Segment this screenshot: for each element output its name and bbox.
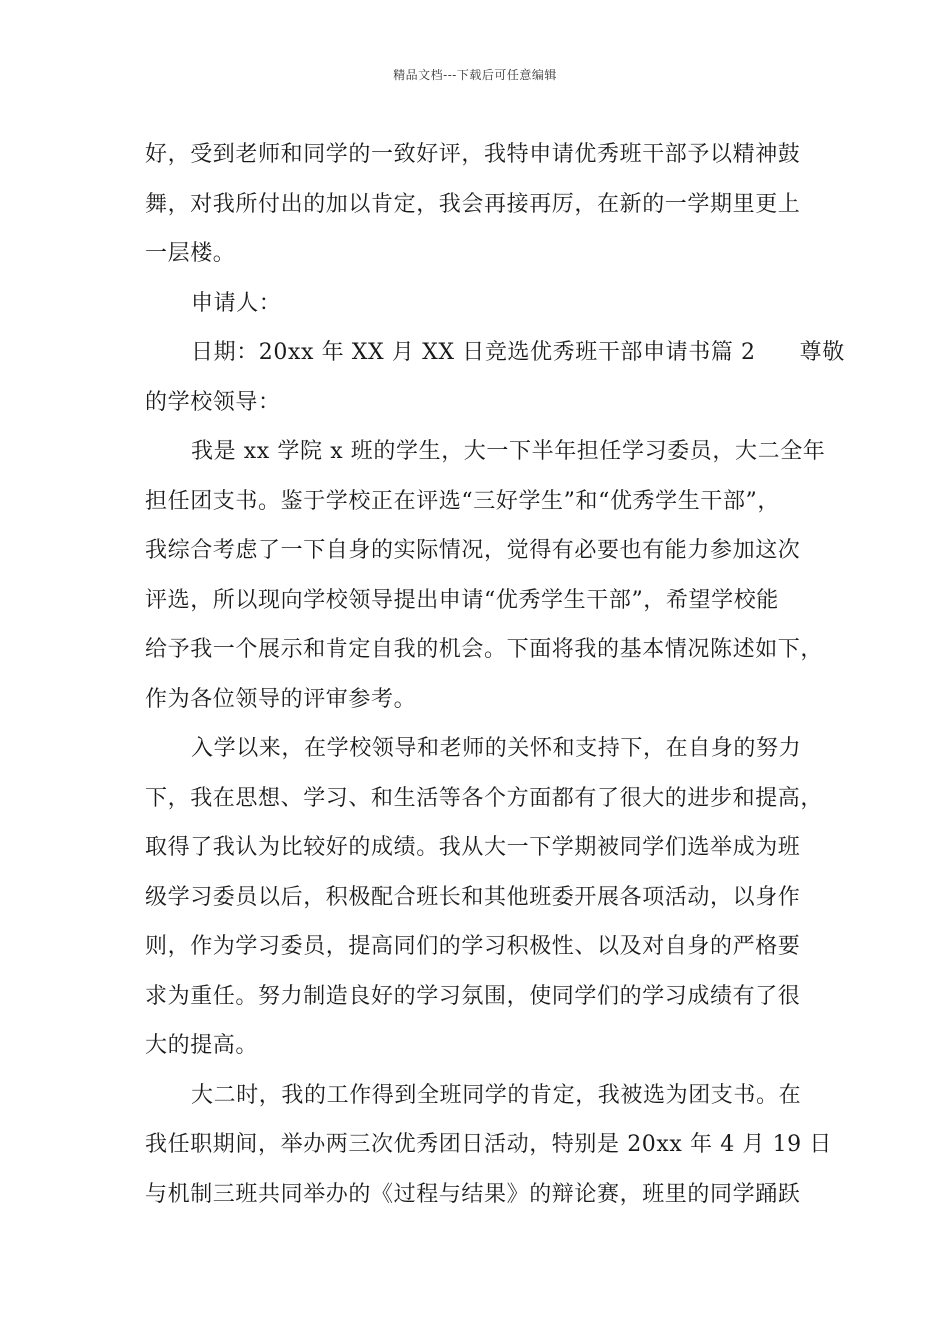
document-body bbox=[145, 130, 845, 1219]
text-line: 与机制三班共同举办的《过程与结果》的辩论赛，班里的同学踊跃 bbox=[145, 1181, 801, 1207]
text-line: 一层楼。 bbox=[145, 241, 236, 266]
text-line: 则，作为学习委员，提高同们的学习积极性、以及对自身的严格要 bbox=[145, 934, 801, 959]
text-line: 入学以来，在学校领导和老师的关怀和支持下，在自身的努力 bbox=[191, 736, 802, 761]
text-line: 下，我在思想、学习、和生活等各个方面都有了很大的进步和提高， bbox=[145, 785, 824, 811]
text-line: 级学习委员以后，积极配合班长和其他班委开展各项活动，以身作 bbox=[145, 884, 801, 910]
salutation-start: 尊敬 bbox=[799, 340, 845, 365]
text-line: 大二时，我的工作得到全班同学的肯定，我被选为团支书。在 bbox=[191, 1082, 802, 1108]
text-line: 我任职期间，举办两三次优秀团日活动，特别是 20xx 年 4 月 19 日 bbox=[145, 1132, 832, 1157]
text-line: 评选，所以现向学校领导提出申请“优秀学生干部”，希望学校能 bbox=[145, 587, 779, 613]
page-header: 精品文档---下载后可任意编辑 bbox=[393, 68, 557, 82]
text-line: 担任团支书。鉴于学校正在评选“三好学生”和“优秀学生干部”， bbox=[145, 488, 780, 514]
date-line bbox=[145, 328, 845, 378]
text-line: 作为各位领导的评审参考。 bbox=[145, 686, 417, 712]
text-line: 大的提高。 bbox=[145, 1033, 259, 1058]
text-line: 好，受到老师和同学的一致好评，我特申请优秀班干部予以精神鼓 bbox=[145, 142, 801, 167]
salutation: 的学校领导： bbox=[145, 389, 281, 415]
text-line: 我是 xx 学院 x 班的学生，大一下半年担任学习委员，大二全年 bbox=[191, 439, 826, 464]
text-line: 取得了我认为比较好的成绩。我从大一下学期被同学们选举成为班 bbox=[145, 835, 801, 860]
date-text: 日期：20xx 年 XX 月 XX 日竞选优秀班干部申请书篇 2 bbox=[191, 340, 756, 365]
applicant-label: 申请人： bbox=[191, 290, 282, 316]
text-line: 舞，对我所付出的加以肯定，我会再接再厉，在新的一学期里更上 bbox=[145, 191, 801, 217]
text-line: 我综合考虑了一下自身的实际情况，觉得有必要也有能力参加这次 bbox=[145, 538, 801, 563]
text-line: 给予我一个展示和肯定自我的机会。下面将我的基本情况陈述如下， bbox=[145, 637, 824, 662]
text-line: 求为重任。努力制造良好的学习氛围，使同学们的学习成绩有了很 bbox=[145, 983, 801, 1009]
